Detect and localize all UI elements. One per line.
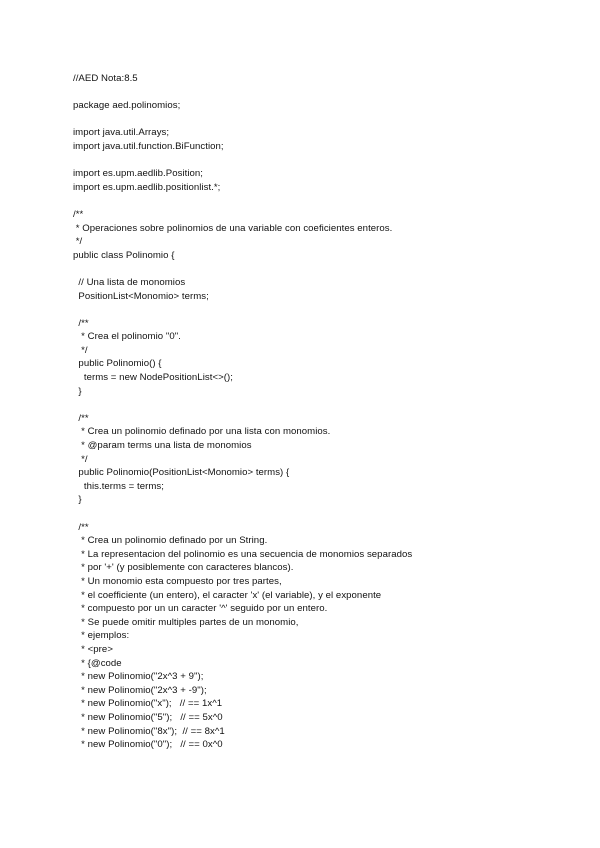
code-line: public class Polinomio { [73,249,175,261]
code-line: * <pre> [73,643,113,655]
code-line: this.terms = terms; [73,480,164,492]
code-line: */ [73,344,88,356]
code-line [73,194,412,208]
code-line [73,154,412,168]
code-line: import java.util.function.BiFunction; [73,140,224,152]
code-line: * Se puede omitir multiples partes de un monomio, [73,616,299,628]
code-line [73,113,412,127]
code-line: public Polinomio(PositionList<Monomio> terms) { [73,467,290,479]
code-line: * new Polinomio("8x"); // == 8x^1 [73,725,225,737]
code-line: * @param terms una lista de monomios [73,440,252,452]
code-line: /** [73,317,89,329]
code-line [73,86,412,100]
code-line: } [73,494,82,506]
code-line [73,507,412,521]
code-line: PositionList<Monomio> terms; [73,290,209,302]
code-line: * ejemplos: [73,630,130,642]
code-line: import java.util.Arrays; [73,127,170,139]
code-line: /** [73,412,89,424]
java-source-code [73,72,412,752]
code-line: } [73,385,82,397]
code-line: /** [73,521,89,533]
code-line: terms = new NodePositionList<>(); [73,372,233,384]
code-line: //AED Nota:8.5 [73,73,138,84]
code-line: * Crea un polinomio definado por una lista con monomios. [73,426,331,438]
code-line: * {@code [73,657,122,669]
code-line: * La representacion del polinomio es una secuencia de monomios separados [73,548,413,560]
code-line: * el coefficiente (un entero), el caracter 'x' (el variable), y el exponente [73,589,382,601]
code-line: public Polinomio() { [73,358,162,370]
code-line [73,398,412,412]
code-line: */ [73,453,88,465]
code-line: import es.upm.aedlib.Position; [73,168,204,180]
code-line: */ [73,236,83,248]
code-line: /** [73,208,84,220]
code-line: * new Polinomio("x"); // == 1x^1 [73,698,223,710]
code-line: * new Polinomio("2x^3 + -9"); [73,684,207,696]
code-line: * Crea el polinomio "0". [73,331,181,343]
code-line: import es.upm.aedlib.positionlist.*; [73,181,221,193]
code-line: * Un monomio esta compuesto por tres partes, [73,575,282,587]
code-line: * por '+' (y posiblemente con caracteres blancos). [73,562,294,574]
code-line [73,303,412,317]
code-line [73,262,412,276]
code-line: * new Polinomio("5"); // == 5x^0 [73,711,223,723]
code-line: // Una lista de monomios [73,276,186,288]
code-line: * new Polinomio("0"); // == 0x^0 [73,739,223,751]
code-line: package aed.polinomios; [73,100,181,112]
code-line: * new Polinomio("2x^3 + 9"); [73,671,204,683]
code-line: * compuesto por un un caracter '^' seguido por un entero. [73,603,328,615]
code-line: * Crea un polinomio definado por un String. [73,535,268,547]
code-line: * Operaciones sobre polinomios de una variable con coeficientes enteros. [73,222,393,234]
